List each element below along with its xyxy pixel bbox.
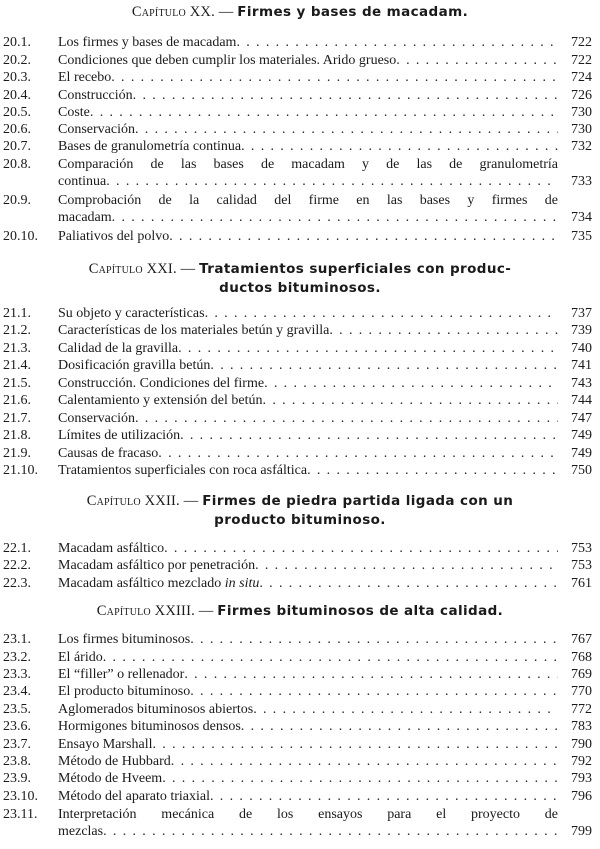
page-number: 722	[571, 35, 592, 50]
section-title-continued: macadam	[58, 210, 112, 225]
dot-leader	[190, 683, 558, 700]
section-title: Método del aparato triaxial	[58, 789, 210, 804]
section-title-line	[58, 770, 558, 787]
section-title: Conservación	[58, 411, 135, 426]
section-number: 20.5.	[3, 105, 31, 120]
section-title-line	[58, 788, 558, 805]
chapter-title: Firmes de piedra partida ligada con un	[202, 493, 514, 509]
section-title-line	[58, 540, 558, 557]
section-title-line	[58, 340, 558, 357]
dot-leader	[164, 540, 558, 557]
section-title-line	[58, 753, 558, 770]
section-number: 21.6.	[3, 393, 31, 408]
section-title-line	[58, 121, 558, 138]
page-number: 783	[571, 719, 592, 734]
chapter-heading	[0, 492, 600, 530]
section-title: Conservación	[58, 122, 135, 137]
section-number: 23.2.	[3, 650, 31, 665]
section-title: Dosificación gravilla betún	[58, 358, 211, 373]
section-title-line	[58, 445, 558, 462]
section-title-line	[58, 69, 558, 86]
section-number: 20.2.	[3, 53, 31, 68]
section-title: Tratamientos superficiales con roca asfáltica	[58, 463, 308, 478]
page-number: 792	[571, 754, 592, 769]
dot-leader	[152, 736, 558, 753]
toc-entry[interactable]	[0, 806, 600, 840]
dot-leader	[180, 427, 558, 444]
dot-leader	[205, 305, 558, 322]
chapter-title: Firmes y bases de macadam.	[237, 4, 469, 20]
section-title: El “filler” o rellenador	[58, 667, 185, 682]
toc-entry[interactable]	[0, 192, 600, 226]
section-title: Construcción	[58, 88, 133, 103]
page-number: 744	[571, 393, 592, 408]
page-number: 726	[571, 88, 592, 103]
dot-leader	[162, 770, 558, 787]
dot-leader	[133, 87, 558, 104]
dot-leader	[329, 322, 558, 339]
page-number: 743	[571, 376, 592, 391]
section-title: Límites de utilización	[58, 428, 181, 443]
section-title: Método de Hubbard	[58, 754, 171, 769]
page-number: 761	[571, 576, 592, 591]
section-number: 22.2.	[3, 558, 31, 573]
section-title-line	[58, 228, 558, 245]
chapter-heading	[0, 602, 600, 621]
chapter-heading	[0, 260, 600, 298]
section-number: 23.7.	[3, 737, 31, 752]
section-number: 23.3.	[3, 667, 31, 682]
section-title-line	[58, 322, 558, 339]
section-title: Hormigones bituminosos densos	[58, 719, 241, 734]
page-number: 799	[571, 824, 592, 839]
section-number: 20.8.	[3, 157, 31, 172]
page-number: 740	[571, 341, 592, 356]
page-number: 741	[571, 358, 592, 373]
section-title: Macadam asfáltico mezclado in situ	[58, 576, 260, 591]
section-title-line	[58, 357, 558, 374]
page-number: 772	[571, 702, 592, 717]
section-title: Paliativos del polvo	[58, 229, 170, 244]
section-title-line	[58, 209, 558, 226]
section-number: 20.6.	[3, 122, 31, 137]
section-title-line	[58, 34, 558, 51]
section-title: Macadam asfáltico por penetración	[58, 558, 256, 573]
dot-leader	[103, 649, 558, 666]
section-title-line	[58, 462, 558, 479]
section-number: 23.5.	[3, 702, 31, 717]
section-number: 23.10.	[3, 789, 38, 804]
chapter-heading	[0, 3, 600, 22]
chapter-title-continued: producto bituminoso.	[214, 512, 386, 528]
dot-leader	[135, 410, 558, 427]
section-title-line	[58, 557, 558, 574]
section-title: Aglomerados bituminosos abiertos	[58, 702, 254, 717]
page-number: 732	[571, 139, 592, 154]
section-number: 23.6.	[3, 719, 31, 734]
chapter-heading-line	[0, 3, 600, 22]
page-number: 733	[571, 174, 592, 189]
chapter-label: Capítulo XXI. —	[88, 261, 196, 277]
chapter-heading-line	[0, 511, 600, 530]
page-number: 767	[571, 632, 592, 647]
section-number: 23.1.	[3, 632, 31, 647]
section-title: El recebo	[58, 70, 112, 85]
page-number: 793	[571, 771, 592, 786]
section-title: Su objeto y características	[58, 306, 205, 321]
section-title-line	[58, 173, 558, 190]
dot-leader	[264, 375, 558, 392]
dot-leader	[190, 631, 558, 648]
section-title-line	[58, 666, 558, 683]
dot-leader	[210, 788, 558, 805]
section-number: 21.8.	[3, 428, 31, 443]
section-number: 23.11.	[3, 807, 38, 822]
page-number: 769	[571, 667, 592, 682]
section-title: Características de los materiales betún y gravilla	[58, 323, 330, 338]
page-number: 753	[571, 541, 592, 556]
page-number: 796	[571, 789, 592, 804]
chapter-label: Capítulo XXIII. —	[96, 603, 214, 619]
section-title-line	[58, 427, 558, 444]
section-title: El árido	[58, 650, 103, 665]
page-number: 735	[571, 229, 592, 244]
chapter-heading-line	[0, 602, 600, 621]
section-title-continued: continua	[58, 174, 107, 189]
section-number: 20.1.	[3, 35, 31, 50]
section-title: Bases de granulometría continua	[58, 139, 242, 154]
section-title-line	[58, 192, 558, 209]
section-number: 20.3.	[3, 70, 31, 85]
section-number: 20.9.	[3, 193, 31, 208]
section-number: 21.5.	[3, 376, 31, 391]
page-number: 749	[571, 446, 592, 461]
section-number: 21.4.	[3, 358, 31, 373]
section-number: 20.10.	[3, 229, 38, 244]
section-title-line	[58, 104, 558, 121]
section-title: Comparación de las bases de macadam y de las de granulometría	[58, 157, 558, 172]
dot-leader	[241, 138, 558, 155]
dot-leader	[106, 173, 558, 190]
dot-leader	[135, 121, 558, 138]
toc-entry[interactable]	[0, 156, 600, 190]
page-number: 724	[571, 70, 592, 85]
page-number: 737	[571, 306, 592, 321]
section-number: 21.7.	[3, 411, 31, 426]
page-number: 768	[571, 650, 592, 665]
chapter-title: Firmes bituminosos de alta calidad.	[217, 603, 504, 619]
section-number: 23.8.	[3, 754, 31, 769]
page-number: 739	[571, 323, 592, 338]
dot-leader	[259, 575, 558, 592]
dot-leader	[210, 357, 558, 374]
section-number: 22.3.	[3, 576, 31, 591]
dot-leader	[158, 445, 558, 462]
dot-leader	[90, 104, 558, 121]
section-title: Calentamiento y extensión del betún	[58, 393, 263, 408]
section-title-line	[58, 806, 558, 823]
section-number: 21.3.	[3, 341, 31, 356]
section-title: Comprobación de la calidad del firme en las bases y firmes de	[58, 193, 558, 208]
chapter-heading-line	[0, 260, 600, 279]
page-number: 730	[571, 122, 592, 137]
section-title: Ensayo Marshall	[58, 737, 153, 752]
chapter-title-continued: ductos bituminosos.	[219, 280, 381, 296]
dot-leader	[307, 462, 558, 479]
section-title: Macadam asfáltico	[58, 541, 165, 556]
page-number: 770	[571, 684, 592, 699]
section-title-line	[58, 736, 558, 753]
chapter-label: Capítulo XX. —	[131, 4, 234, 20]
page-number: 747	[571, 411, 592, 426]
dot-leader	[169, 228, 558, 245]
section-title: Condiciones que deben cumplir los materiales. Arido grueso	[58, 53, 397, 68]
section-title-line	[58, 631, 558, 648]
section-title-line	[58, 138, 558, 155]
section-title-line	[58, 701, 558, 718]
page-number: 730	[571, 105, 592, 120]
section-title: Calidad de la gravilla	[58, 341, 179, 356]
section-title-line	[58, 87, 558, 104]
section-title: Método de Hveem	[58, 771, 163, 786]
page-number: 734	[571, 210, 592, 225]
section-title-line	[58, 410, 558, 427]
section-title-line	[58, 305, 558, 322]
section-title: Causas de fracaso	[58, 446, 159, 461]
section-title: Interpretación mecánica de los ensayos para el proyecto de	[58, 807, 558, 822]
dot-leader	[255, 557, 558, 574]
section-title-line	[58, 823, 558, 840]
section-title: Los firmes bituminosos	[58, 632, 191, 647]
dot-leader	[241, 718, 558, 735]
chapter-label: Capítulo XXII. —	[86, 493, 199, 509]
section-title-line	[58, 392, 558, 409]
chapter-heading-line	[0, 279, 600, 298]
section-number: 21.9.	[3, 446, 31, 461]
section-title-continued: mezclas	[58, 824, 104, 839]
section-title-line	[58, 375, 558, 392]
dot-leader	[111, 69, 558, 86]
page-number: 753	[571, 558, 592, 573]
page-number: 750	[571, 463, 592, 478]
dot-leader	[236, 34, 558, 51]
page-number: 790	[571, 737, 592, 752]
dot-leader	[184, 666, 558, 683]
section-title: Construcción. Condiciones del firme	[58, 376, 265, 391]
chapter-title: Tratamientos superficiales con produc-	[199, 261, 512, 277]
section-title-line	[58, 156, 558, 173]
chapter-heading-line	[0, 492, 600, 511]
italic-term: in situ	[224, 576, 260, 591]
page-number: 722	[571, 53, 592, 68]
dot-leader	[253, 701, 558, 718]
dot-leader	[263, 392, 558, 409]
section-title-line	[58, 649, 558, 666]
section-number: 23.4.	[3, 684, 31, 699]
section-title-line	[58, 718, 558, 735]
dot-leader	[178, 340, 558, 357]
dot-leader	[112, 209, 558, 226]
section-title-line	[58, 575, 558, 592]
section-number: 23.9.	[3, 771, 31, 786]
section-title: El producto bituminoso	[58, 684, 191, 699]
section-title-line	[58, 52, 558, 69]
section-number: 20.4.	[3, 88, 31, 103]
section-title-line	[58, 683, 558, 700]
section-number: 21.1.	[3, 306, 31, 321]
section-number: 22.1.	[3, 541, 31, 556]
section-title: Coste	[58, 105, 90, 120]
section-number: 21.10.	[3, 463, 38, 478]
dot-leader	[171, 753, 558, 770]
dot-leader	[396, 52, 558, 69]
section-number: 20.7.	[3, 139, 31, 154]
section-title: Los firmes y bases de macadam	[58, 35, 237, 50]
dot-leader	[103, 823, 558, 840]
section-number: 21.2.	[3, 323, 31, 338]
page-number: 749	[571, 428, 592, 443]
